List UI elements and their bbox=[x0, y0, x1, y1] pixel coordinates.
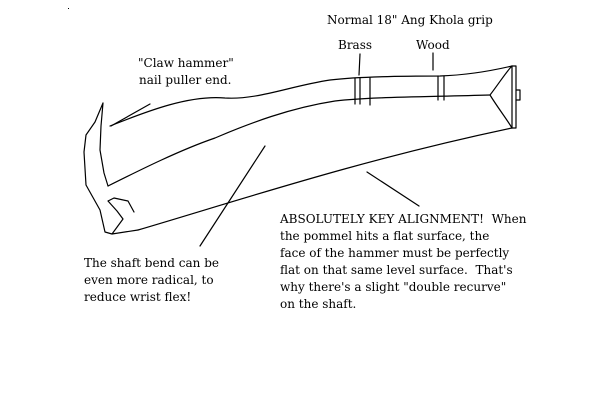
alignment-note-line-5: why there's a slight "double recurve" bbox=[280, 280, 507, 294]
brass-label: Brass bbox=[338, 38, 373, 52]
alignment-note-line-4: flat on that same level surface. That's bbox=[280, 263, 513, 277]
shaft-bend-note-line-2: even more radical, to bbox=[84, 273, 214, 287]
alignment-note-line-6: on the shaft. bbox=[280, 297, 357, 311]
brass-leader-line bbox=[359, 54, 360, 75]
claw-leader-line bbox=[111, 104, 150, 126]
brass-ring bbox=[355, 78, 370, 105]
claw-hammer-head bbox=[84, 103, 138, 234]
wood-label: Wood bbox=[416, 38, 450, 52]
shaft-bend-note-line-3: reduce wrist flex! bbox=[84, 290, 192, 304]
claw-label-line-1: "Claw hammer" bbox=[138, 56, 234, 70]
alignment-note-line-2: the pommel hits a flat surface, the bbox=[280, 229, 490, 243]
top-title-label: Normal 18" Ang Khola grip bbox=[327, 13, 493, 27]
shaft-inner-outline bbox=[108, 95, 490, 186]
shaft-bend-note-line-1: The shaft bend can be bbox=[84, 256, 219, 270]
alignment-note-line-3: face of the hammer must be perfectly bbox=[280, 246, 510, 260]
claw-label-line-2: nail puller end. bbox=[139, 73, 232, 87]
shaft-bend-leader-line bbox=[200, 146, 265, 246]
alignment-note-line-1: ABSOLUTELY KEY ALIGNMENT! When bbox=[280, 212, 527, 226]
alignment-leader-line bbox=[367, 172, 419, 206]
